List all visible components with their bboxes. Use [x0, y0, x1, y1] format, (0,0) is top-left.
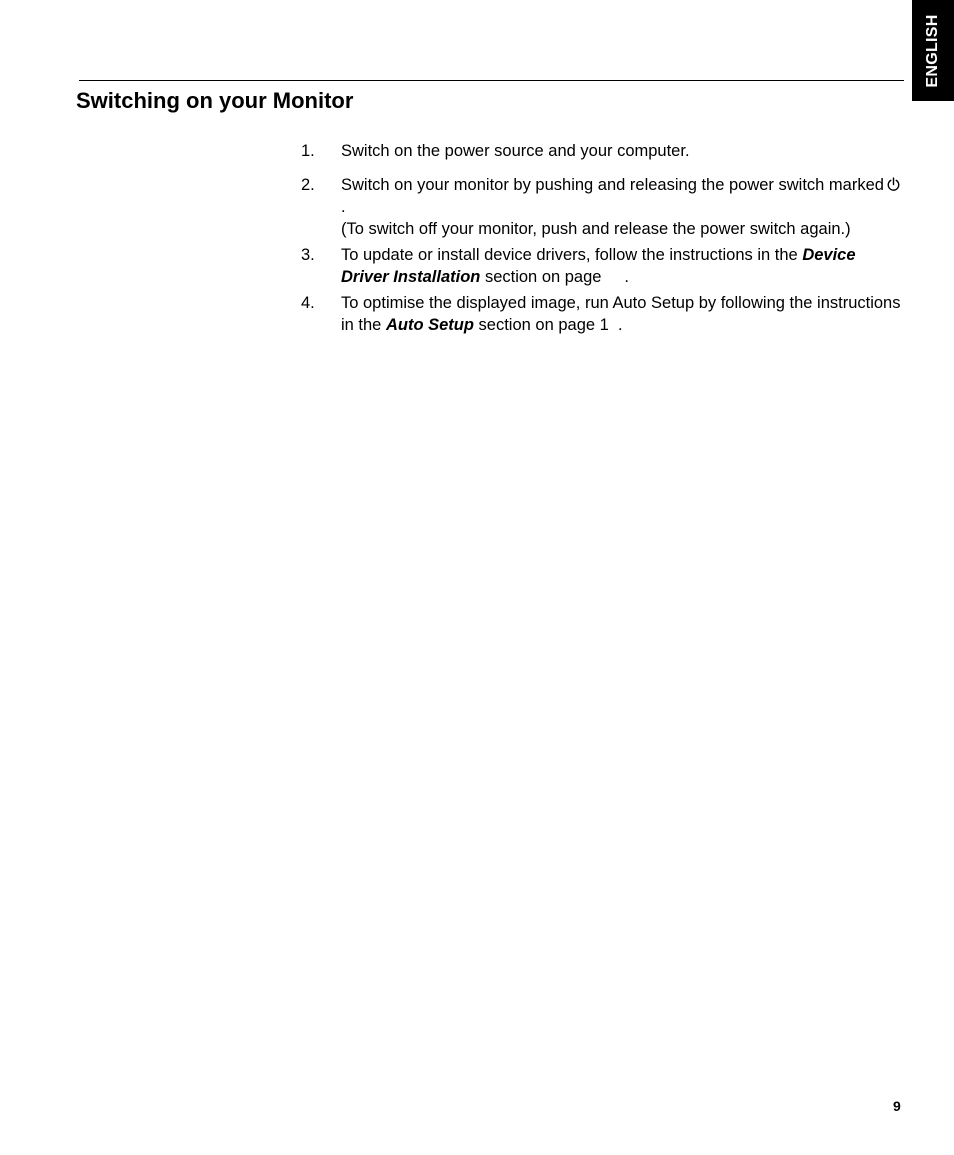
section-reference-device-driver-installation: Device Driver Installation [341, 246, 856, 286]
step-text: Switch on the power source and your computer. [341, 142, 690, 160]
section-reference-auto-setup: Auto Setup [385, 316, 474, 334]
step-text-end: section on page 1 . [473, 316, 623, 334]
step-note: (To switch off your monitor, push and release the power switch again.) [341, 220, 851, 238]
step-number: 3. [301, 246, 315, 264]
step-text: Switch on your monitor by pushing and releasing the power switch marked [341, 176, 884, 194]
step-text-end: section on page . [480, 268, 629, 286]
header-rule [79, 80, 904, 81]
step-text: To optimise the displayed image, run Auto Setup by following the instructions in the [341, 294, 901, 334]
language-tab-label: ENGLISH [924, 13, 941, 88]
power-icon [886, 177, 901, 192]
step-text: To update or install device drivers, follow the instructions in the [341, 246, 803, 264]
page-title: Switching on your Monitor [76, 88, 354, 113]
list-item [301, 140, 901, 162]
step-text-end: . [341, 198, 346, 216]
list-item [301, 244, 901, 288]
page-number: 9 [893, 1098, 901, 1114]
steps-list [301, 140, 901, 336]
step-number: 2. [301, 176, 315, 194]
step-number: 4. [301, 294, 315, 312]
language-tab [912, 0, 954, 101]
step-number: 1. [301, 142, 315, 160]
list-item [301, 174, 901, 240]
list-item [301, 292, 901, 336]
